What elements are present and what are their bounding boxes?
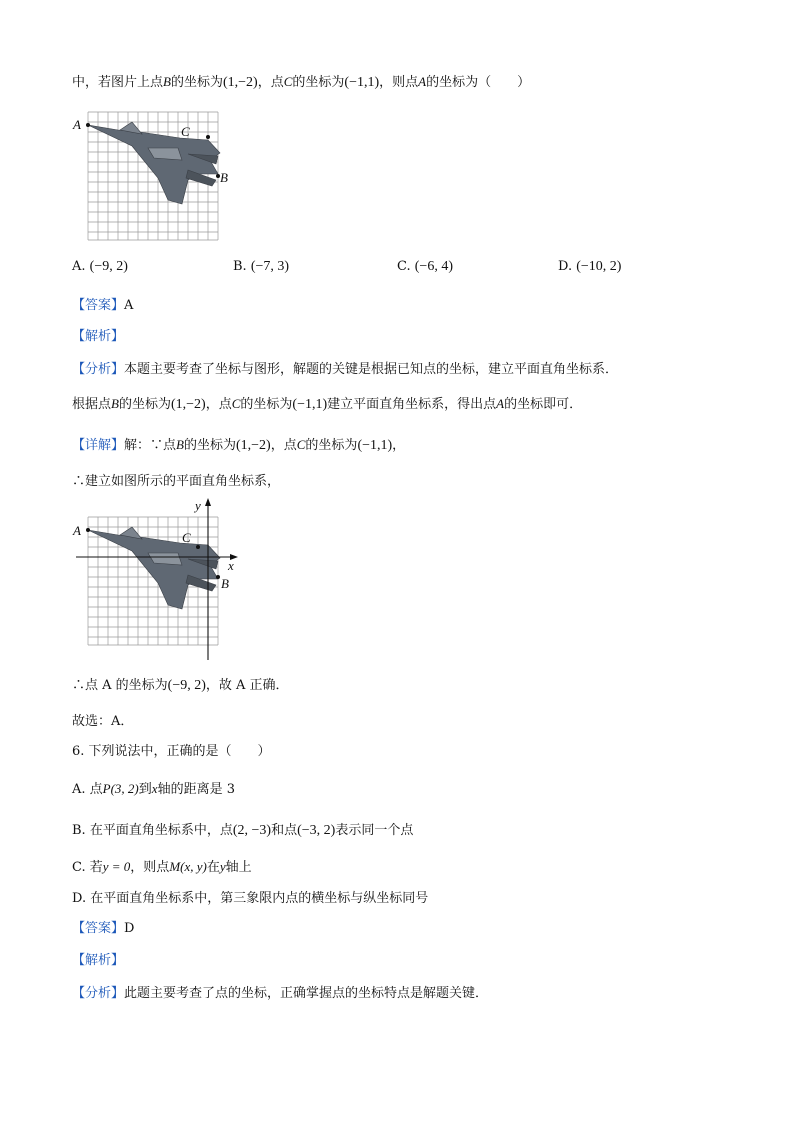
q6-option-c: C. 若y = 0，则点M(x, y)在y轴上 — [72, 859, 252, 875]
label-a: A — [73, 523, 81, 538]
q5-fenxi: 【分析】本题主要考查了坐标与图形，解题的关键是根据已知点的坐标，建立平面直角坐标系． — [72, 362, 619, 377]
label-a: A — [73, 117, 81, 132]
jet-grid-figure — [70, 108, 230, 248]
option-c: C. (−6, 4) — [397, 259, 453, 274]
q6-analysis-heading: 【解析】 — [72, 953, 125, 968]
q5-stem: 中，若图片上点B的坐标为(1,−2)，点C的坐标为(−1,1)，则点A的坐标为（ ） — [72, 74, 531, 90]
label-b: B — [220, 170, 228, 185]
q6-option-d: D. 在平面直角坐标系中，第三象限内点的横坐标与纵坐标同号 — [72, 891, 429, 906]
q6-answer: 【答案】D — [72, 921, 135, 936]
point-a — [86, 123, 90, 127]
coordinate-system-figure — [70, 495, 245, 665]
label-x: x — [228, 558, 234, 573]
label-b: B — [221, 576, 229, 591]
q5-conclusion: ∴点 A 的坐标为(−9, 2)，故 A 正确． — [72, 678, 289, 693]
point-b — [216, 575, 220, 579]
q5-analysis-heading: 【解析】 — [72, 329, 125, 344]
y-axis-arrow — [205, 498, 211, 506]
q5-answer: 【答案】A — [72, 298, 134, 313]
label-y: y — [195, 498, 201, 513]
option-d: D. (−10, 2) — [558, 259, 622, 274]
option-b: B. (−7, 3) — [233, 259, 290, 274]
label-c: C — [181, 124, 190, 139]
q6-fenxi: 【分析】此题主要考查了点的坐标，正确掌握点的坐标特点是解题关键． — [72, 986, 489, 1001]
c-coord: (−1,1) — [344, 75, 380, 90]
q6-option-a: A. 点P(3, 2)到x轴的距离是 3 — [72, 781, 235, 797]
point-c — [206, 135, 210, 139]
point-c — [196, 545, 200, 549]
q5-method: 根据点B的坐标为(1,−2)，点C的坐标为(−1,1)建立平面直角坐标系，得出点A的坐标即可． — [72, 396, 583, 412]
q6-stem: 6. 下列说法中，正确的是（ ） — [72, 744, 271, 759]
q5-build-system: ∴建立如图所示的平面直角坐标系， — [72, 474, 281, 489]
q6-option-b: B. 在平面直角坐标系中，点(2, −3)和点(−3, 2)表示同一个点 — [72, 823, 414, 838]
b-coord: (1,−2) — [222, 75, 258, 90]
q5-choice: 故选：A． — [72, 714, 134, 729]
point-a — [86, 528, 90, 532]
q5-detail: 【详解】解：∵点B的坐标为(1,−2)，点C的坐标为(−1,1)， — [72, 437, 406, 453]
label-c: C — [182, 530, 191, 545]
option-a: A. (−9, 2) — [72, 259, 128, 274]
